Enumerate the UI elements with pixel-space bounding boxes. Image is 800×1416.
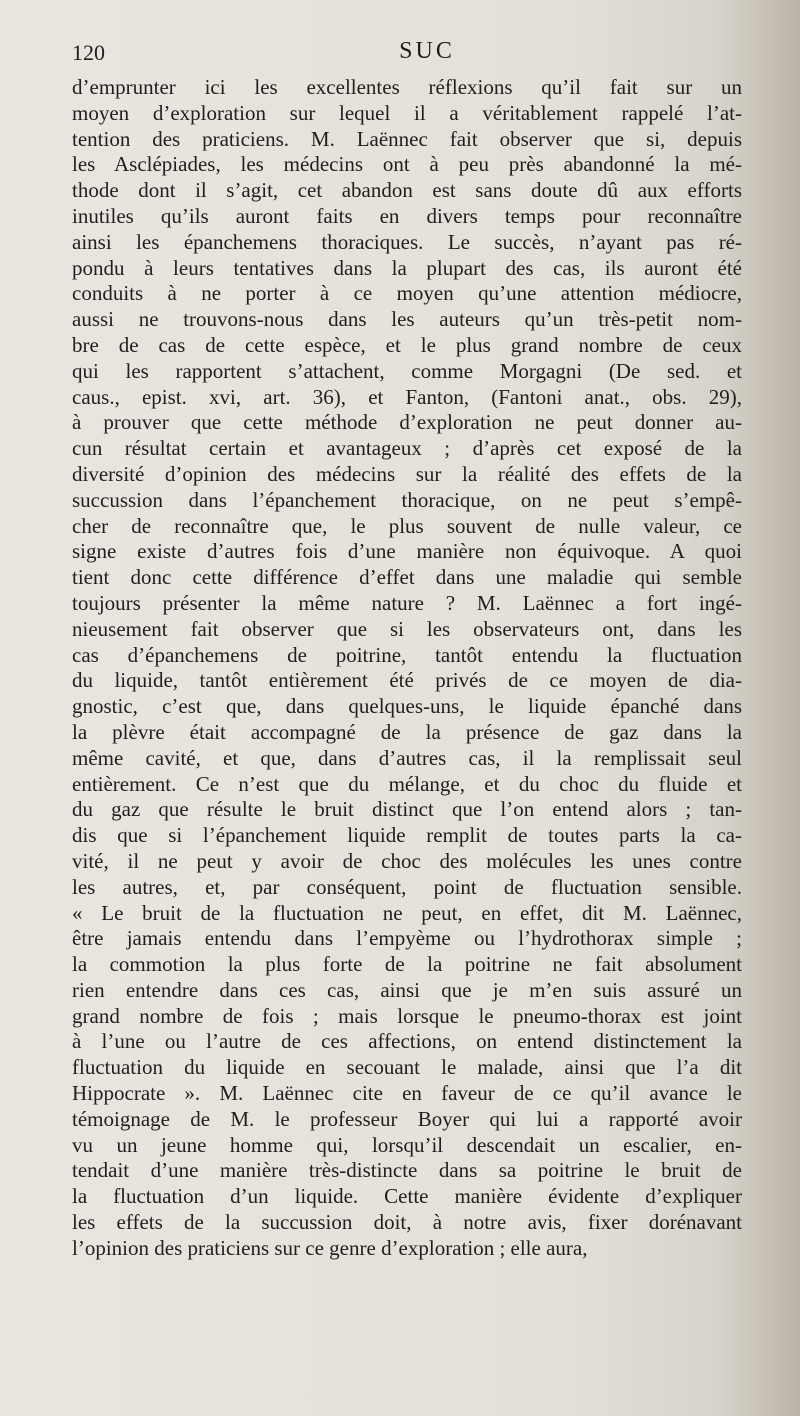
text-line: entièrement. Ce n’est que du mélange, et du choc du fluide et bbox=[72, 771, 742, 796]
text-line: la fluctuation d’un liquide. Cette manière évidente d’expliquer bbox=[72, 1184, 742, 1209]
text-line: les effets de la succussion doit, à notre avis, fixer dorénavant bbox=[72, 1210, 742, 1235]
text-line: cas d’épanchemens de poitrine, tantôt entendu la fluctuation bbox=[72, 642, 742, 667]
text-line: grand nombre de fois ; mais lorsque le pneumo-thorax est joint bbox=[72, 1003, 742, 1028]
text-line: signe existe d’autres fois d’une manière non équivoque. A quoi bbox=[72, 539, 742, 564]
text-line: pondu à leurs tentatives dans la plupart des cas, ils auront été bbox=[72, 255, 742, 280]
text-line: à prouver que cette méthode d’exploration ne peut donner au- bbox=[72, 410, 742, 435]
text-line: les Asclépiades, les médecins ont à peu près abandonné la mé- bbox=[72, 152, 742, 177]
text-line: témoignage de M. le professeur Boyer qui lui a rapporté avoir bbox=[72, 1106, 742, 1131]
text-line: tient donc cette différence d’effet dans une maladie qui semble bbox=[72, 565, 742, 590]
page-header bbox=[72, 38, 752, 68]
text-line: aussi ne trouvons-nous dans les auteurs qu’un très-petit nom- bbox=[72, 307, 742, 332]
text-line: vu un jeune homme qui, lorsqu’il descendait un escalier, en- bbox=[72, 1132, 742, 1157]
text-line: Hippocrate ». M. Laënnec cite en faveur de ce qu’il avance le bbox=[72, 1081, 742, 1106]
text-line: « Le bruit de la fluctuation ne peut, en effet, dit M. Laënnec, bbox=[72, 900, 742, 925]
text-line: la plèvre était accompagné de la présence de gaz dans la bbox=[72, 719, 742, 744]
text-line: être jamais entendu dans l’empyème ou l’hydrothorax simple ; bbox=[72, 926, 742, 951]
text-line: gnostic, c’est que, dans quelques-uns, le liquide épanché dans bbox=[72, 694, 742, 719]
text-line: du gaz que résulte le bruit distinct que l’on entend alors ; tan- bbox=[72, 797, 742, 822]
text-line: tendait d’une manière très-distincte dans sa poitrine le bruit de bbox=[72, 1158, 742, 1183]
text-line: conduits à ne porter à ce moyen qu’une attention médiocre, bbox=[72, 281, 742, 306]
text-line: même cavité, et que, dans d’autres cas, il la remplissait seul bbox=[72, 745, 742, 770]
text-line: d’emprunter ici les excellentes réflexions qu’il fait sur un bbox=[72, 75, 742, 99]
text-line: rien entendre dans ces cas, ainsi que je m’en suis assuré un bbox=[72, 977, 742, 1002]
page-number: 120 bbox=[72, 40, 105, 65]
text-line: nieusement fait observer que si les observateurs ont, dans les bbox=[72, 616, 742, 641]
text-line: du liquide, tantôt entièrement été privés de ce moyen de dia- bbox=[72, 668, 742, 693]
text-line: fluctuation du liquide en secouant le malade, ainsi que l’a dit bbox=[72, 1055, 742, 1080]
text-line: l’opinion des praticiens sur ce genre d’exploration ; elle aura, bbox=[72, 1235, 588, 1260]
text-line: la commotion la plus forte de la poitrine ne fait absolument bbox=[72, 952, 742, 977]
text-line: toujours présenter la même nature ? M. Laënnec a fort ingé- bbox=[72, 590, 742, 615]
text-line: inutiles qu’ils auront faits en divers temps pour reconnaître bbox=[72, 203, 742, 228]
text-line: diversité d’opinion des médecins sur la réalité des effets de la bbox=[72, 461, 742, 486]
text-line: tention des praticiens. M. Laënnec fait observer que si, depuis bbox=[72, 126, 742, 151]
text-line: qui les rapportent s’attachent, comme Morgagni (De sed. et bbox=[72, 358, 742, 383]
text-line: caus., epist. xvi, art. 36), et Fanton, (Fantoni anat., obs. 29), bbox=[72, 384, 742, 409]
text-line: bre de cas de cette espèce, et le plus grand nombre de ceux bbox=[72, 332, 742, 357]
text-line: moyen d’exploration sur lequel il a véritablement rappelé l’at- bbox=[72, 100, 742, 125]
text-line: à l’une ou l’autre de ces affections, on entend distinctement la bbox=[72, 1029, 742, 1054]
text-line: thode dont il s’agit, cet abandon est sans doute dû aux efforts bbox=[72, 178, 742, 203]
text-line: succussion dans l’épanchement thoracique, on ne peut s’empê- bbox=[72, 487, 742, 512]
text-line: ainsi les épanchemens thoraciques. Le succès, n’ayant pas ré- bbox=[72, 229, 742, 254]
text-line: cher de reconnaître que, le plus souvent de nulle valeur, ce bbox=[72, 513, 742, 538]
running-head: SUC bbox=[399, 38, 455, 64]
text-line: dis que si l’épanchement liquide remplit de toutes parts la ca- bbox=[72, 823, 742, 848]
text-line: vité, il ne peut y avoir de choc des molécules les unes contre bbox=[72, 848, 742, 873]
text-line: les autres, et, par conséquent, point de fluctuation sensible. bbox=[72, 874, 742, 899]
body-text bbox=[72, 75, 742, 1262]
text-line: cun résultat certain et avantageux ; d’après cet exposé de la bbox=[72, 436, 742, 461]
